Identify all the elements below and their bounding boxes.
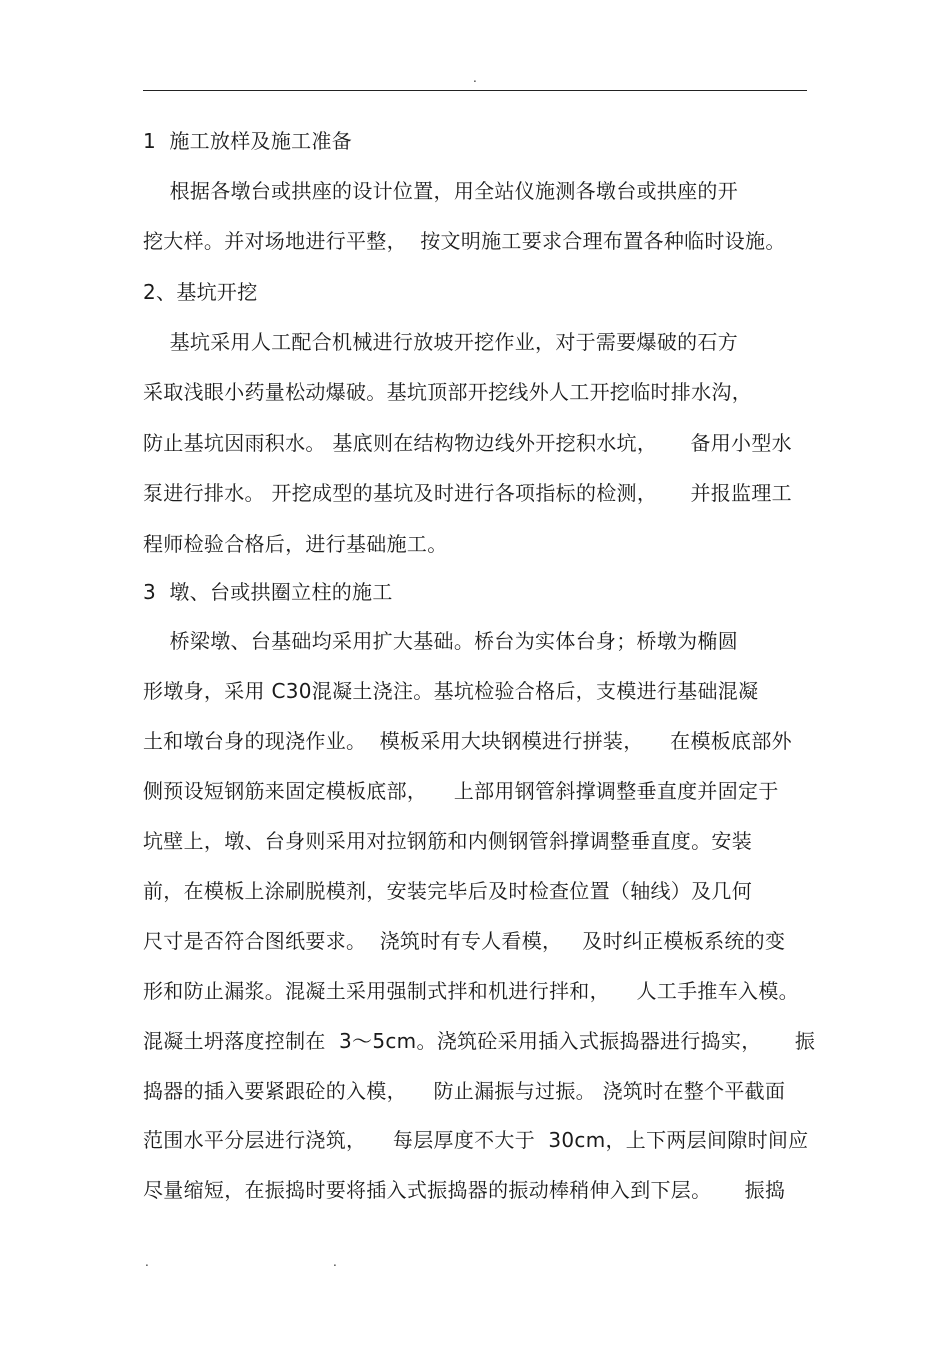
paragraph-line: 程师检验合格后，进行基础施工。	[143, 532, 448, 556]
paragraph-line: 防止基坑因雨积水。 基底则在结构物边线外开挖积水坑， 备用小型水	[143, 431, 792, 455]
paragraph-line: 侧预设短钢筋来固定模板底部， 上部用钢管斜撑调整垂直度并固定于	[143, 779, 779, 803]
paragraph-line: 捣器的插入要紧跟砼的入模， 防止漏振与过振。 浇筑时在整个平截面	[143, 1079, 786, 1103]
footer-mark-left: .	[145, 1255, 149, 1269]
paragraph-line: 形墩身，采用 C30混凝土浇注。基坑检验合格后，支模进行基础混凝	[143, 679, 759, 703]
paragraph-line: 泵进行排水。 开挖成型的基坑及时进行各项指标的检测， 并报监理工	[143, 481, 792, 505]
paragraph-line: 采取浅眼小药量松动爆破。基坑顶部开挖线外人工开挖临时排水沟，	[143, 380, 752, 404]
heading-1: 1 施工放样及施工准备	[143, 129, 353, 153]
heading-2: 2、基坑开挖	[143, 280, 258, 304]
heading-3: 3 墩、台或拱圈立柱的施工	[143, 580, 393, 604]
paragraph-line: 坑壁上，墩、台身则采用对拉钢筋和内侧钢管斜撑调整垂直度。安装	[143, 829, 752, 853]
paragraph-line: 范围水平分层进行浇筑， 每层厚度不大于 30cm，上下两层间隙时间应	[143, 1128, 809, 1152]
paragraph-line: 土和墩台身的现浇作业。 模板采用大块钢模进行拼装， 在模板底部外	[143, 729, 792, 753]
header-rule	[143, 90, 807, 91]
footer-mark-right: .	[333, 1255, 337, 1269]
paragraph-line: 形和防止漏浆。混凝土采用强制式拌和机进行拌和， 人工手推车入模。	[143, 979, 799, 1003]
paragraph-line: 尽量缩短，在振捣时要将插入式振捣器的振动棒稍伸入到下层。 振捣	[143, 1178, 786, 1202]
paragraph-line: 根据各墩台或拱座的设计位置，用全站仪施测各墩台或拱座的开	[143, 179, 739, 203]
paragraph-line: 基坑采用人工配合机械进行放坡开挖作业，对于需要爆破的石方	[143, 330, 739, 354]
paragraph-line: 混凝土坍落度控制在 3～5cm。浇筑砼采用插入式振捣器进行捣实， 振	[143, 1029, 816, 1053]
paragraph-line: 尺寸是否符合图纸要求。 浇筑时有专人看模， 及时纠正模板系统的变	[143, 929, 786, 953]
header-mark: .	[473, 71, 477, 85]
paragraph-line: 挖大样。并对场地进行平整， 按文明施工要求合理布置各种临时设施。	[143, 229, 786, 253]
paragraph-line: 桥梁墩、台基础均采用扩大基础。桥台为实体台身；桥墩为椭圆	[143, 629, 739, 653]
paragraph-line: 前，在模板上涂刷脱模剂，安装完毕后及时检查位置（轴线）及几何	[143, 879, 752, 903]
